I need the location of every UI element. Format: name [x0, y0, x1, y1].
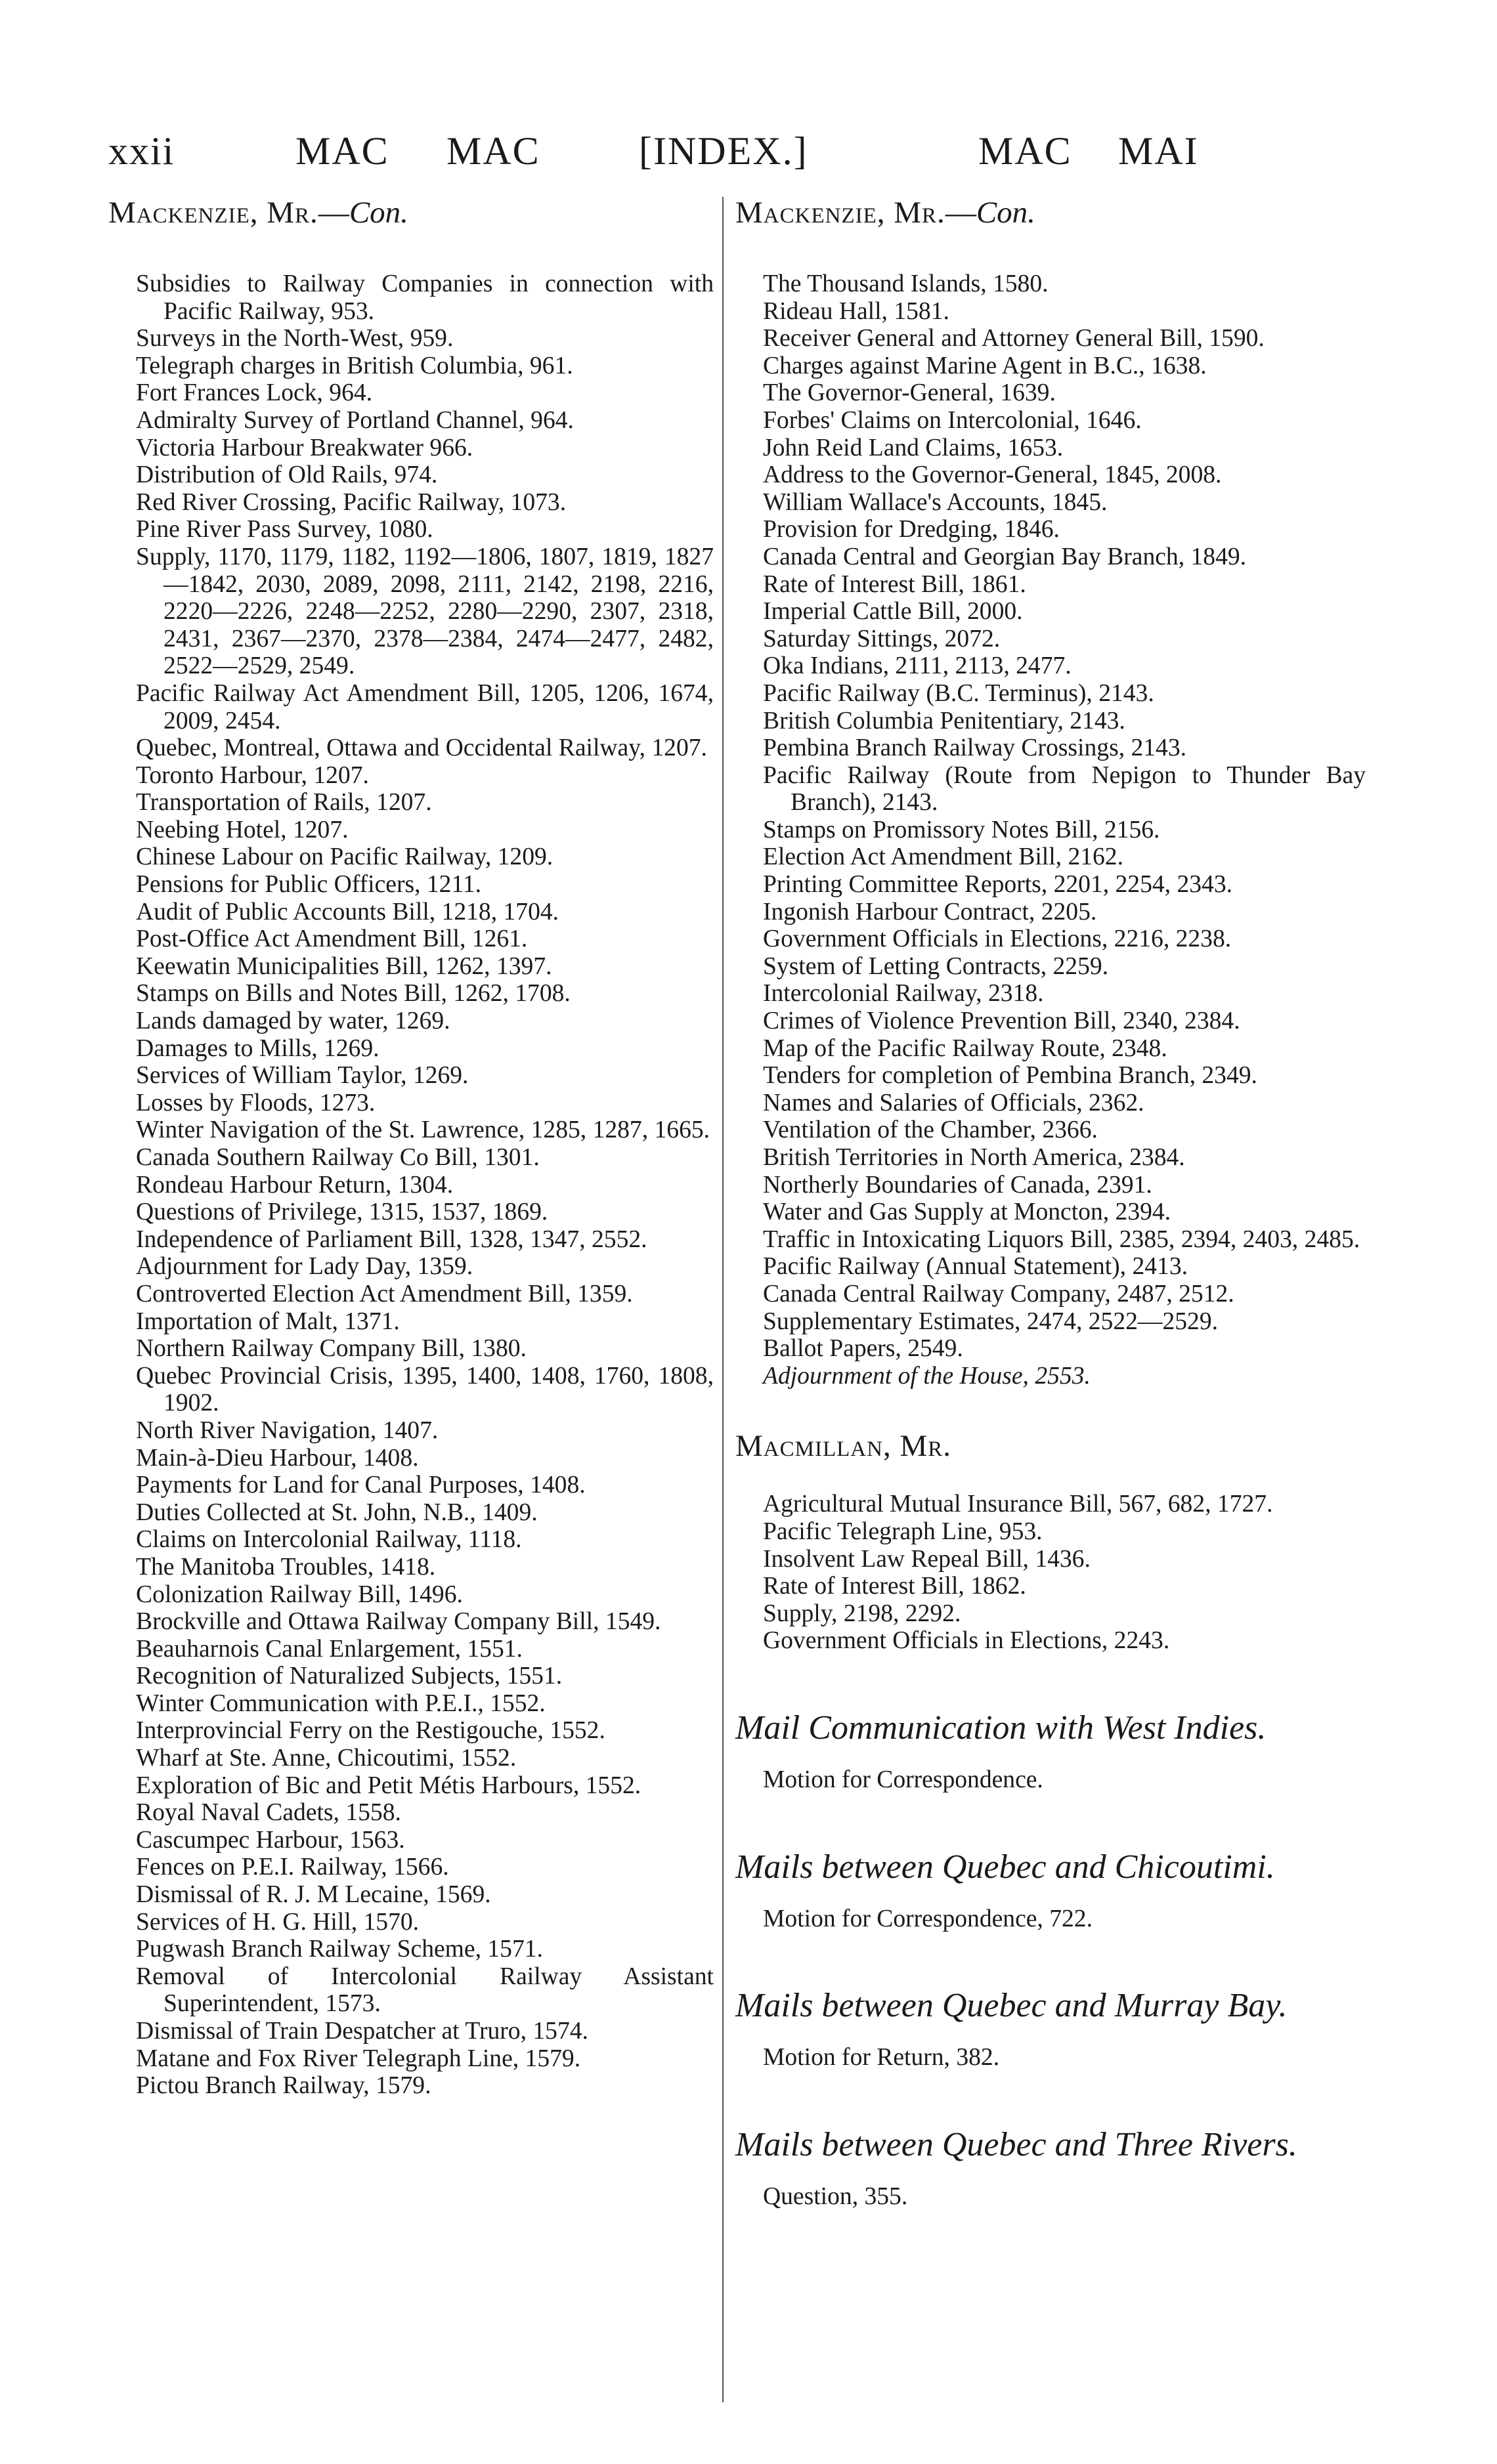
list-item: Dismissal of Train Despatcher at Truro, 1574. [136, 2018, 588, 2045]
list-item: Pacific Railway (Annual Statement), 2413. [763, 1253, 1188, 1281]
list-item: Ventilation of the Chamber, 2366. [763, 1116, 1098, 1144]
list-item: North River Navigation, 1407. [136, 1416, 439, 1444]
header-center: [INDEX.] [639, 129, 808, 173]
list-item: Forbes' Claims on Intercolonial, 1646. [763, 406, 1142, 434]
macmillan-entry-list [735, 1491, 1366, 1655]
subject-entry: Motion for Correspondence, 722. [763, 1905, 1093, 1932]
list-item: Election Act Amendment Bill, 2162. [763, 843, 1123, 871]
list-item: Audit of Public Accounts Bill, 1218, 1704. [136, 898, 559, 925]
subject-title: Mails between Quebec and Murray Bay. [735, 1987, 1288, 2025]
running-header [108, 121, 1303, 181]
list-item: The Thousand Islands, 1580. [763, 270, 1049, 297]
list-item: Fort Frances Lock, 964. [136, 379, 373, 407]
list-item: Receiver General and Attorney General Bill, 1590. [763, 325, 1265, 352]
header-right-word-1: MAC [978, 129, 1072, 173]
list-item: The Governor-General, 1639. [763, 379, 1056, 407]
list-item: Payments for Land for Canal Purposes, 1408. [136, 1472, 586, 1499]
list-item: Rideau Hall, 1581. [763, 297, 949, 325]
column-divider [722, 197, 724, 2402]
list-item: Pensions for Public Officers, 1211. [136, 871, 482, 899]
list-item: Telegraph charges in British Columbia, 961. [136, 352, 573, 379]
list-item: Ballot Papers, 2549. [763, 1335, 963, 1363]
list-item: Saturday Sittings, 2072. [763, 625, 1001, 652]
list-item: Supply, 1170, 1179, 1182, 1192—1806, 1807, 1819, 1827—1842, 2030, 2089, 2098, 2111, 2142, 2198, 2216, 2220—2226, 2248—2252, 2280—2290, 2307, 2318, 2431, 2367—2370, 2378—2384, 2474—2477, 2482, 2522—2529, 2549. [136, 543, 714, 680]
list-item: Toronto Harbour, 1207. [136, 761, 369, 789]
list-item: System of Letting Contracts, 2259. [763, 952, 1109, 980]
list-item: Fences on P.E.I. Railway, 1566. [136, 1854, 449, 1881]
list-item: Surveys in the North-West, 959. [136, 325, 454, 352]
list-item: Canada Southern Railway Co Bill, 1301. [136, 1144, 540, 1171]
list-item: Northern Railway Company Bill, 1380. [136, 1335, 527, 1363]
list-item: Beauharnois Canal Enlargement, 1551. [136, 1635, 523, 1663]
list-item: Canada Central and Georgian Bay Branch, 1849. [763, 543, 1247, 570]
list-item: British Columbia Penitentiary, 2143. [763, 707, 1125, 734]
list-item: Quebec Provincial Crisis, 1395, 1400, 1408, 1760, 1808, 1902. [136, 1362, 714, 1417]
list-item: Insolvent Law Repeal Bill, 1436. [763, 1545, 1091, 1573]
list-item: Exploration of Bic and Petit Métis Harbours, 1552. [136, 1772, 641, 1799]
list-item: Northerly Boundaries of Canada, 2391. [763, 1171, 1152, 1199]
list-item: Names and Salaries of Officials, 2362. [763, 1089, 1144, 1116]
header-left-word-1: MAC [295, 129, 389, 173]
list-item: Losses by Floods, 1273. [136, 1089, 376, 1116]
list-item: Tenders for completion of Pembina Branch, 2349. [763, 1062, 1257, 1090]
right-entry-list [735, 270, 1366, 1390]
list-item: John Reid Land Claims, 1653. [763, 434, 1064, 461]
list-item: Address to the Governor-General, 1845, 2008. [763, 461, 1222, 489]
header-left-word-2: MAC [446, 129, 540, 173]
list-item: Neebing Hotel, 1207. [136, 816, 349, 843]
list-item: Provision for Dredging, 1846. [763, 516, 1060, 543]
list-item: Ingonish Harbour Contract, 2205. [763, 898, 1097, 925]
list-item: Supplementary Estimates, 2474, 2522—2529. [763, 1307, 1219, 1335]
list-item: Recognition of Naturalized Subjects, 1551. [136, 1663, 563, 1690]
list-item: Admiralty Survey of Portland Channel, 964. [136, 406, 574, 434]
right-column [735, 194, 1366, 2210]
list-item: William Wallace's Accounts, 1845. [763, 488, 1108, 516]
list-item: The Manitoba Troubles, 1418. [136, 1553, 436, 1581]
list-item: Pacific Telegraph Line, 953. [763, 1518, 1043, 1545]
list-item: Rate of Interest Bill, 1862. [763, 1573, 1026, 1600]
list-item: Duties Collected at St. John, N.B., 1409. [136, 1498, 538, 1526]
subject-list [735, 1655, 1366, 2210]
list-item: Questions of Privilege, 1315, 1537, 1869. [136, 1199, 548, 1226]
left-entry-list [108, 270, 714, 2100]
list-item: Colonization Railway Bill, 1496. [136, 1581, 463, 1608]
list-item: Removal of Intercolonial Railway Assistant Superintendent, 1573. [136, 1963, 714, 2018]
subject-entry: Motion for Correspondence. [763, 1766, 1043, 1793]
list-item: Lands damaged by water, 1269. [136, 1008, 450, 1035]
list-item: Adjournment of the House, 2553. [763, 1362, 1091, 1390]
list-item: Rate of Interest Bill, 1861. [763, 570, 1026, 598]
subject-title: Mail Communication with West Indies. [735, 1709, 1267, 1747]
left-column [108, 194, 714, 2100]
right-heading-con: Con. [976, 196, 1035, 230]
list-item: British Territories in North America, 2384. [763, 1144, 1185, 1171]
list-item: Government Officials in Elections, 2243. [763, 1627, 1170, 1655]
list-item: Red River Crossing, Pacific Railway, 1073. [136, 488, 567, 516]
list-item: Chinese Labour on Pacific Railway, 1209. [136, 843, 553, 871]
list-item: Agricultural Mutual Insurance Bill, 567, 682, 1727. [763, 1491, 1273, 1518]
list-item: Royal Naval Cadets, 1558. [136, 1799, 401, 1827]
list-item: Independence of Parliament Bill, 1328, 1347, 2552. [136, 1225, 647, 1253]
list-item: Canada Central Railway Company, 2487, 2512. [763, 1280, 1234, 1307]
list-item: Map of the Pacific Railway Route, 2348. [763, 1034, 1167, 1062]
list-item: Pacific Railway (B.C. Terminus), 2143. [763, 679, 1154, 707]
list-item: Stamps on Promissory Notes Bill, 2156. [763, 816, 1160, 843]
list-item: Charges against Marine Agent in B.C., 1638. [763, 352, 1207, 379]
list-item: Quebec, Montreal, Ottawa and Occidental Railway, 1207. [136, 734, 707, 762]
list-item: Wharf at Ste. Anne, Chicoutimi, 1552. [136, 1745, 517, 1772]
list-item: Subsidies to Railway Companies in connection with Pacific Railway, 953. [136, 270, 714, 325]
list-item: Controverted Election Act Amendment Bill, 1359. [136, 1280, 633, 1307]
macmillan-heading: Macmillan, Mr. [735, 1429, 951, 1464]
list-item: Brockville and Ottawa Railway Company Bill, 1549. [136, 1608, 661, 1636]
list-item: Government Officials in Elections, 2216, 2238. [763, 925, 1232, 953]
subject-entry: Motion for Return, 382. [763, 2044, 1000, 2071]
list-item: Post-Office Act Amendment Bill, 1261. [136, 925, 528, 953]
list-item: Importation of Malt, 1371. [136, 1307, 400, 1335]
list-item: Interprovincial Ferry on the Restigouche, 1552. [136, 1717, 605, 1745]
list-item: Pacific Railway Act Amendment Bill, 1205, 1206, 1674, 2009, 2454. [136, 679, 714, 734]
list-item: Supply, 2198, 2292. [763, 1600, 961, 1627]
list-item: Cascumpec Harbour, 1563. [136, 1826, 405, 1854]
list-item: Main-à-Dieu Harbour, 1408. [136, 1444, 419, 1472]
list-item: Traffic in Intoxicating Liquors Bill, 2385, 2394, 2403, 2485. [763, 1225, 1360, 1253]
list-item: Pictou Branch Railway, 1579. [136, 2072, 431, 2100]
list-item: Intercolonial Railway, 2318. [763, 980, 1044, 1008]
list-item: Winter Navigation of the St. Lawrence, 1285, 1287, 1665. [136, 1116, 710, 1144]
list-item: Crimes of Violence Prevention Bill, 2340, 2384. [763, 1008, 1240, 1035]
header-right-word-2: MAI [1118, 129, 1199, 173]
list-item: Pacific Railway (Route from Nepigon to Thunder Bay Branch), 2143. [763, 761, 1366, 817]
list-item: Stamps on Bills and Notes Bill, 1262, 1708. [136, 980, 571, 1008]
subject-entry: Question, 355. [763, 2182, 908, 2210]
subject-title: Mails between Quebec and Three Rivers. [735, 2125, 1297, 2163]
list-item: Pugwash Branch Railway Scheme, 1571. [136, 1936, 543, 1963]
right-heading: Mackenzie, Mr.—Con. [735, 196, 1035, 230]
left-heading-name: Mackenzie, Mr. [108, 196, 318, 230]
list-item: Rondeau Harbour Return, 1304. [136, 1171, 454, 1199]
list-item: Pembina Branch Railway Crossings, 2143. [763, 734, 1187, 762]
list-item: Victoria Harbour Breakwater 966. [136, 434, 473, 461]
list-item: Transportation of Rails, 1207. [136, 789, 432, 817]
list-item: Printing Committee Reports, 2201, 2254, 2343. [763, 871, 1233, 899]
list-item: Adjournment for Lady Day, 1359. [136, 1253, 473, 1281]
right-heading-name: Mackenzie, Mr. [735, 196, 945, 230]
subject-title: Mails between Quebec and Chicoutimi. [735, 1848, 1275, 1886]
left-heading-con: Con. [349, 196, 408, 230]
list-item: Imperial Cattle Bill, 2000. [763, 598, 1023, 626]
list-item: Keewatin Municipalities Bill, 1262, 1397. [136, 952, 552, 980]
left-heading: Mackenzie, Mr.—Con. [108, 196, 408, 230]
list-item: Water and Gas Supply at Moncton, 2394. [763, 1199, 1171, 1226]
list-item: Claims on Intercolonial Railway, 1118. [136, 1526, 522, 1554]
list-item: Dismissal of R. J. M Lecaine, 1569. [136, 1881, 491, 1909]
list-item: Distribution of Old Rails, 974. [136, 461, 438, 489]
list-item: Winter Communication with P.E.I., 1552. [136, 1689, 546, 1717]
list-item: Pine River Pass Survey, 1080. [136, 516, 433, 543]
list-item: Oka Indians, 2111, 2113, 2477. [763, 652, 1072, 680]
list-item: Services of William Taylor, 1269. [136, 1062, 469, 1090]
list-item: Matane and Fox River Telegraph Line, 1579. [136, 2045, 581, 2072]
list-item: Damages to Mills, 1269. [136, 1034, 380, 1062]
list-item: Services of H. G. Hill, 1570. [136, 1908, 420, 1936]
page-number: xxii [108, 129, 175, 173]
